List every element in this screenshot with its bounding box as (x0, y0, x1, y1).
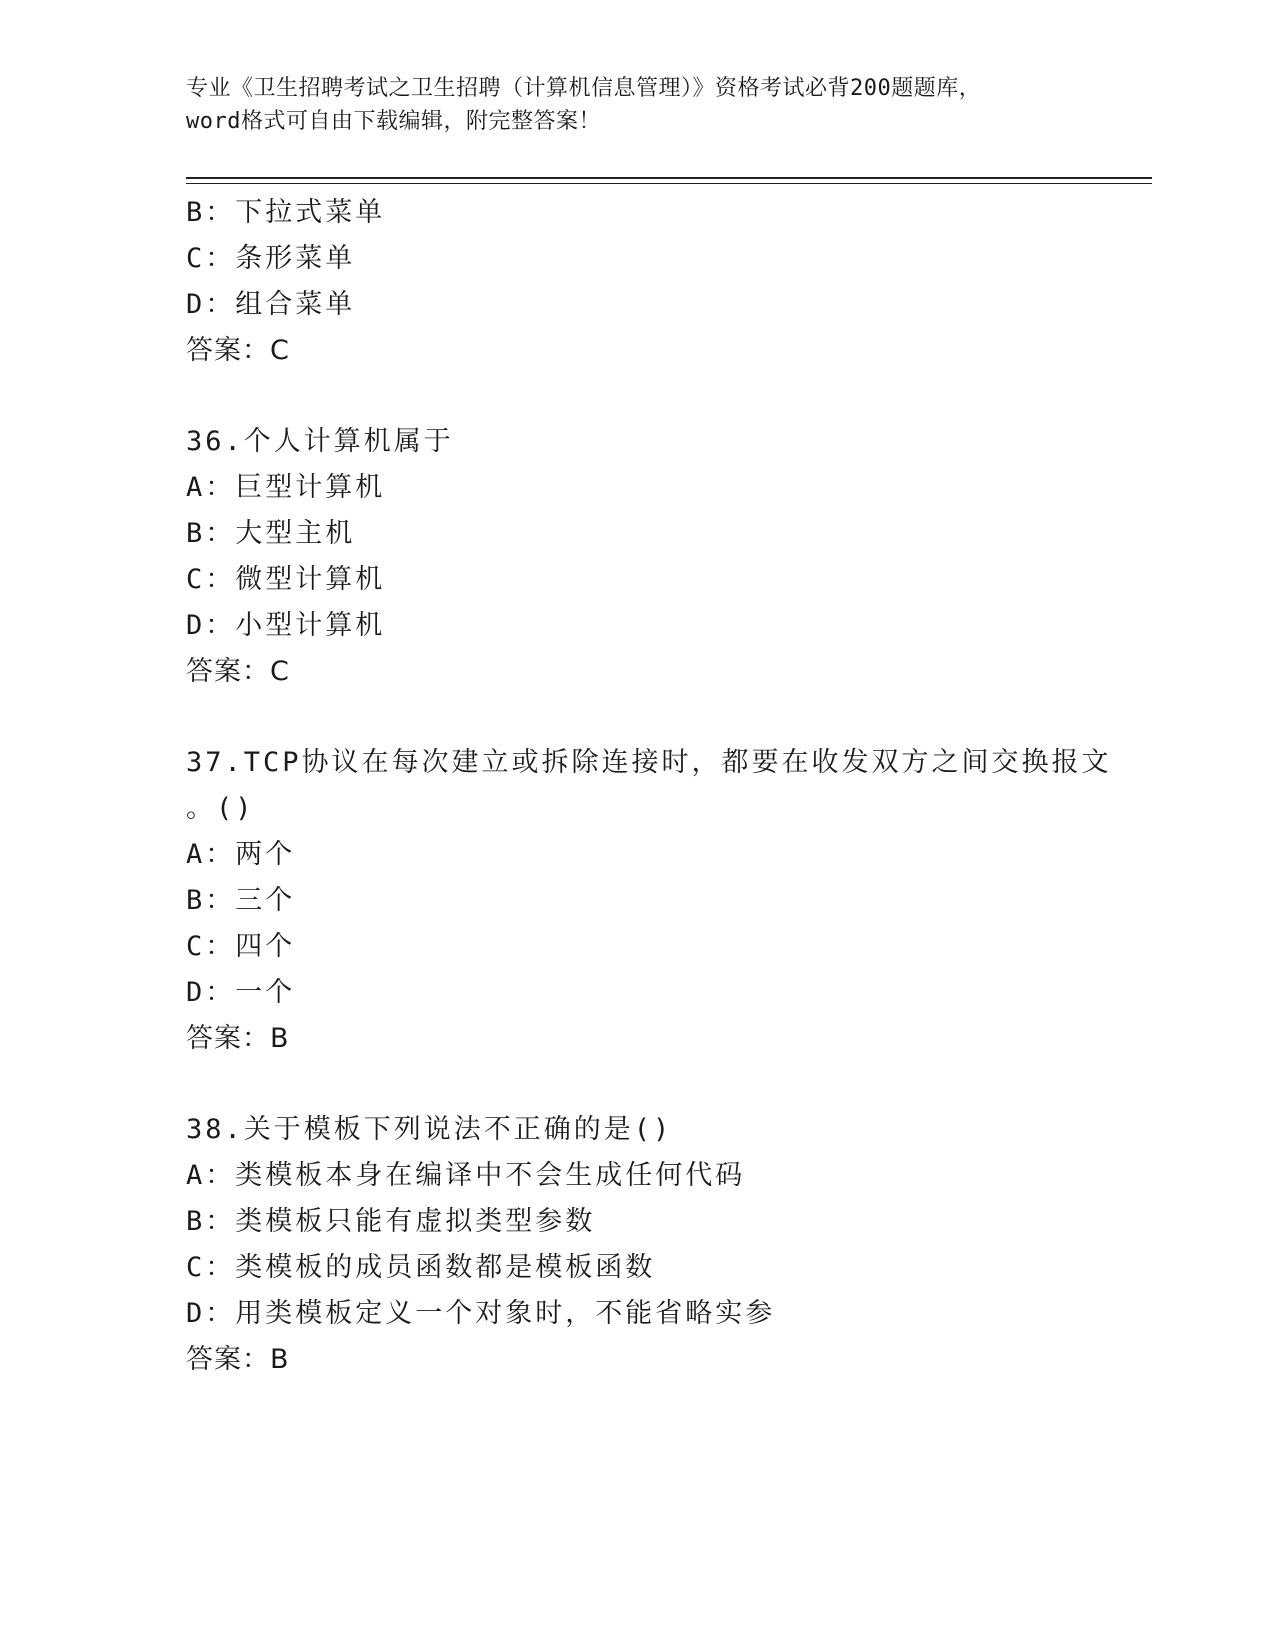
question-block-36 (186, 419, 1086, 695)
option-a: A：类模板本身在编译中不会生成任何代码 (186, 1160, 746, 1191)
header-divider-thin (186, 183, 1152, 184)
question-stem: 36.个人计算机属于 (186, 426, 454, 457)
header-divider-thick (186, 177, 1152, 179)
option-d: D：组合菜单 (186, 289, 356, 320)
question-stem-continuation: 。() (186, 793, 255, 824)
question-stem: 37.TCP协议在每次建立或拆除连接时，都要在收发双方之间交换报文 (186, 747, 1112, 778)
spacer (186, 695, 1086, 740)
header-line-1: 专业《卫生招聘考试之卫生招聘（计算机信息管理）》资格考试必背200题题库， (186, 76, 982, 101)
option-b: B：下拉式菜单 (186, 197, 386, 228)
document-header (186, 72, 1086, 138)
answer-line: 答案：B (186, 1344, 290, 1375)
option-b: B：类模板只能有虚拟类型参数 (186, 1206, 596, 1237)
answer-line: 答案：B (186, 1023, 290, 1054)
question-list (186, 190, 1112, 1383)
option-c: C：类模板的成员函数都是模板函数 (186, 1252, 656, 1283)
answer-line: 答案：C (186, 656, 290, 687)
option-c: C：条形菜单 (186, 243, 356, 274)
spacer (186, 374, 1086, 419)
question-block-35 (186, 190, 1086, 374)
option-d: D：一个 (186, 977, 296, 1008)
spacer (186, 1062, 1086, 1107)
option-b: B：大型主机 (186, 518, 356, 549)
question-stem: 38.关于模板下列说法不正确的是() (186, 1114, 673, 1145)
option-a: A：巨型计算机 (186, 472, 386, 503)
option-b: B：三个 (186, 885, 296, 916)
option-d: D：用类模板定义一个对象时，不能省略实参 (186, 1298, 776, 1329)
answer-line: 答案：C (186, 335, 290, 366)
option-a: A：两个 (186, 839, 296, 870)
option-c: C：微型计算机 (186, 564, 386, 595)
option-d: D：小型计算机 (186, 610, 386, 641)
question-block-38 (186, 1107, 1086, 1383)
option-c: C：四个 (186, 931, 296, 962)
header-line-2: word格式可自由下载编辑，附完整答案！ (186, 109, 601, 134)
question-block-37 (186, 740, 1112, 1062)
